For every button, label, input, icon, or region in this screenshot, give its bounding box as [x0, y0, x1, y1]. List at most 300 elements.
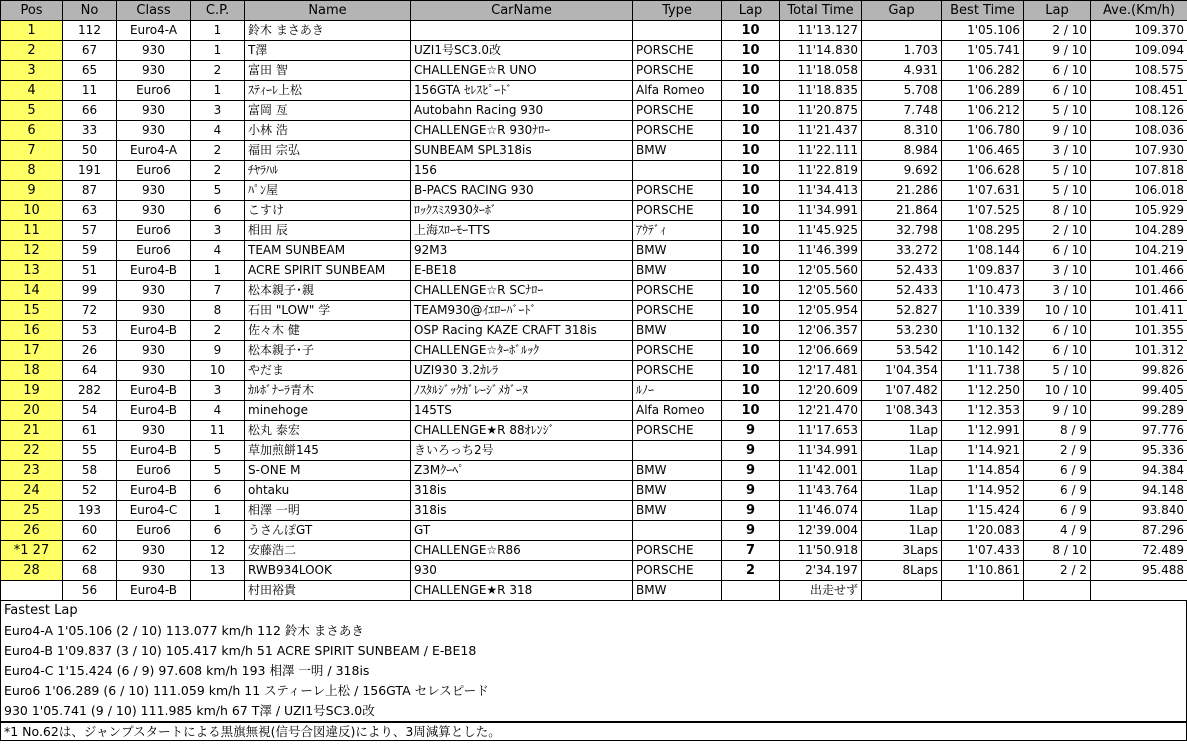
cell-no: 66 — [63, 101, 117, 121]
cell-class: Euro4-B — [117, 581, 191, 601]
cell-cp: 6 — [191, 201, 245, 221]
cell-type: PORSCHE — [633, 181, 722, 201]
cell-type: ﾙﾉｰ — [633, 381, 722, 401]
cell-name: ﾁﾔﾗﾊﾙ — [245, 161, 411, 181]
cell-total-time: 12'17.481 — [780, 361, 862, 381]
cell-total-time: 11'18.058 — [780, 61, 862, 81]
cell-carname: CHALLENGE☆ﾀｰﾎﾞﾙｯｸ — [411, 341, 633, 361]
cell-gap: 1Lap — [862, 441, 942, 461]
cell-carname: CHALLENGE☆R SCﾅﾛｰ — [411, 281, 633, 301]
fastest-lap-title: Fastest Lap — [4, 603, 78, 618]
cell-best-time: 1'10.132 — [942, 321, 1024, 341]
cell-best-lap: 6 / 10 — [1024, 341, 1091, 361]
cell-gap: 53.542 — [862, 341, 942, 361]
cell-no: 191 — [63, 161, 117, 181]
cell-average — [1091, 581, 1187, 601]
cell-class: Euro4-A — [117, 141, 191, 161]
cell-name: ﾊﾟﾝ屋 — [245, 181, 411, 201]
header-row — [1, 1, 1187, 21]
cell-lap: 10 — [722, 181, 780, 201]
cell-lap: 10 — [722, 221, 780, 241]
cell-best-time: 1'06.628 — [942, 161, 1024, 181]
cell-pos: 23 — [1, 461, 63, 481]
cell-total-time: 11'34.413 — [780, 181, 862, 201]
cell-best-time: 1'06.780 — [942, 121, 1024, 141]
cell-class: Euro6 — [117, 521, 191, 541]
cell-best-lap: 5 / 10 — [1024, 161, 1091, 181]
cell-carname: CHALLENGE☆R 930ﾅﾛｰ — [411, 121, 633, 141]
cell-best-time: 1'07.433 — [942, 541, 1024, 561]
cell-cp: 2 — [191, 141, 245, 161]
cell-best-time: 1'12.250 — [942, 381, 1024, 401]
cell-average: 94.384 — [1091, 461, 1187, 481]
table-row — [1, 541, 1187, 561]
cell-best-lap: 6 / 10 — [1024, 241, 1091, 261]
table-row — [1, 361, 1187, 381]
cell-carname: 156 — [411, 161, 633, 181]
table-row — [1, 561, 1187, 581]
cell-best-time: 1'10.473 — [942, 281, 1024, 301]
cell-best-lap: 5 / 10 — [1024, 181, 1091, 201]
cell-carname: TEAM930@ｲｴﾛｰﾊﾞｰﾄﾞ — [411, 301, 633, 321]
cell-cp: 12 — [191, 541, 245, 561]
cell-name: 小林 浩 — [245, 121, 411, 141]
cell-type: BMW — [633, 321, 722, 341]
header-no: No — [63, 1, 117, 21]
cell-name: 安藤浩二 — [245, 541, 411, 561]
table-row — [1, 61, 1187, 81]
cell-carname: 145TS — [411, 401, 633, 421]
cell-pos: 13 — [1, 261, 63, 281]
cell-best-lap: 10 / 10 — [1024, 301, 1091, 321]
cell-gap: 7.748 — [862, 101, 942, 121]
cell-pos: 1 — [1, 21, 63, 41]
cell-carname: CHALLENGE☆R86 — [411, 541, 633, 561]
cell-cp: 13 — [191, 561, 245, 581]
cell-best-lap: 2 / 10 — [1024, 221, 1091, 241]
cell-type: BMW — [633, 581, 722, 601]
cell-pos: 2 — [1, 41, 63, 61]
cell-class: Euro4-B — [117, 401, 191, 421]
cell-gap: 1'04.354 — [862, 361, 942, 381]
cell-class: Euro6 — [117, 161, 191, 181]
cell-pos: 10 — [1, 201, 63, 221]
cell-gap: 5.708 — [862, 81, 942, 101]
cell-carname: Z3Mｸｰﾍﾟ — [411, 461, 633, 481]
cell-average: 99.289 — [1091, 401, 1187, 421]
cell-name: 福田 宗弘 — [245, 141, 411, 161]
cell-class: 930 — [117, 61, 191, 81]
cell-best-time: 1'14.921 — [942, 441, 1024, 461]
cell-average: 106.018 — [1091, 181, 1187, 201]
header-class: Class — [117, 1, 191, 21]
cell-name: T澤 — [245, 41, 411, 61]
cell-total-time: 12'05.560 — [780, 281, 862, 301]
fastest-lap-section — [0, 601, 1187, 722]
cell-total-time: 出走せず — [780, 581, 862, 601]
cell-average: 72.489 — [1091, 541, 1187, 561]
cell-name: 松本親子･子 — [245, 341, 411, 361]
cell-best-time: 1'06.212 — [942, 101, 1024, 121]
table-row — [1, 461, 1187, 481]
cell-carname: SUNBEAM SPL318is — [411, 141, 633, 161]
cell-best-time: 1'05.106 — [942, 21, 1024, 41]
cell-lap: 10 — [722, 241, 780, 261]
cell-total-time: 12'05.954 — [780, 301, 862, 321]
cell-class: 930 — [117, 541, 191, 561]
cell-class: 930 — [117, 41, 191, 61]
cell-pos: 14 — [1, 281, 63, 301]
cell-lap: 10 — [722, 281, 780, 301]
cell-cp: 1 — [191, 261, 245, 281]
cell-average: 105.929 — [1091, 201, 1187, 221]
cell-type: PORSCHE — [633, 541, 722, 561]
cell-lap: 9 — [722, 501, 780, 521]
cell-average: 109.370 — [1091, 21, 1187, 41]
cell-gap: 52.433 — [862, 281, 942, 301]
cell-type: PORSCHE — [633, 101, 722, 121]
cell-carname: CHALLENGE★R 318 — [411, 581, 633, 601]
header-cp: C.P. — [191, 1, 245, 21]
cell-best-time: 1'12.991 — [942, 421, 1024, 441]
cell-total-time: 11'18.835 — [780, 81, 862, 101]
cell-cp: 2 — [191, 161, 245, 181]
cell-name: 富田 智 — [245, 61, 411, 81]
cell-no: 53 — [63, 321, 117, 341]
cell-cp: 1 — [191, 21, 245, 41]
cell-name: ohtaku — [245, 481, 411, 501]
cell-no: 87 — [63, 181, 117, 201]
cell-best-time: 1'06.465 — [942, 141, 1024, 161]
header-pos: Pos — [1, 1, 63, 21]
cell-carname: 上海ｽﾛｰﾓｰTTS — [411, 221, 633, 241]
cell-type: BMW — [633, 481, 722, 501]
cell-cp: 8 — [191, 301, 245, 321]
cell-average: 99.405 — [1091, 381, 1187, 401]
cell-average: 101.466 — [1091, 281, 1187, 301]
cell-total-time: 12'06.357 — [780, 321, 862, 341]
header-best-lap: Lap — [1024, 1, 1091, 21]
cell-average: 93.840 — [1091, 501, 1187, 521]
cell-average: 108.036 — [1091, 121, 1187, 141]
cell-type: BMW — [633, 461, 722, 481]
fastest-lap-line: Euro4-A 1'05.106 (2 / 10) 113.077 km/h 112 鈴木 まさあき — [4, 623, 364, 638]
cell-pos: 20 — [1, 401, 63, 421]
cell-no: 52 — [63, 481, 117, 501]
cell-carname: UZI930 3.2ｶﾚﾗ — [411, 361, 633, 381]
cell-best-time: 1'14.854 — [942, 461, 1024, 481]
cell-lap: 9 — [722, 481, 780, 501]
cell-total-time: 11'42.001 — [780, 461, 862, 481]
cell-no: 57 — [63, 221, 117, 241]
cell-lap — [722, 581, 780, 601]
header-gap: Gap — [862, 1, 942, 21]
cell-lap: 10 — [722, 261, 780, 281]
cell-class: 930 — [117, 421, 191, 441]
cell-no: 59 — [63, 241, 117, 261]
cell-average: 101.466 — [1091, 261, 1187, 281]
cell-average: 95.488 — [1091, 561, 1187, 581]
table-row — [1, 81, 1187, 101]
cell-best-lap: 9 / 10 — [1024, 121, 1091, 141]
cell-best-lap: 6 / 10 — [1024, 321, 1091, 341]
cell-gap — [862, 581, 942, 601]
fastest-lap-line: Euro4-B 1'09.837 (3 / 10) 105.417 km/h 51 ACRE SPIRIT SUNBEAM / E-BE18 — [4, 643, 477, 658]
cell-best-lap: 3 / 10 — [1024, 261, 1091, 281]
cell-class: Euro4-B — [117, 441, 191, 461]
cell-name: 富岡 亙 — [245, 101, 411, 121]
cell-gap: 9.692 — [862, 161, 942, 181]
cell-best-time: 1'08.144 — [942, 241, 1024, 261]
cell-best-lap: 2 / 9 — [1024, 441, 1091, 461]
cell-lap: 10 — [722, 61, 780, 81]
cell-best-time — [942, 581, 1024, 601]
cell-carname: ﾉｽﾀﾙｼﾞｯｸｶﾞﾚｰｼﾞﾒｶﾞｰﾇ — [411, 381, 633, 401]
cell-name: 相澤 一明 — [245, 501, 411, 521]
cell-type: PORSCHE — [633, 301, 722, 321]
cell-best-lap: 6 / 9 — [1024, 461, 1091, 481]
cell-name: 松本親子･親 — [245, 281, 411, 301]
cell-pos: 4 — [1, 81, 63, 101]
cell-best-time: 1'10.861 — [942, 561, 1024, 581]
cell-gap: 4.931 — [862, 61, 942, 81]
table-row — [1, 101, 1187, 121]
cell-gap: 21.864 — [862, 201, 942, 221]
table-row — [1, 241, 1187, 261]
cell-best-lap: 9 / 10 — [1024, 401, 1091, 421]
cell-cp: 4 — [191, 241, 245, 261]
cell-lap: 10 — [722, 361, 780, 381]
cell-no: 26 — [63, 341, 117, 361]
cell-best-lap: 6 / 9 — [1024, 481, 1091, 501]
cell-no: 61 — [63, 421, 117, 441]
cell-class: Euro6 — [117, 81, 191, 101]
cell-total-time: 11'22.111 — [780, 141, 862, 161]
cell-cp: 10 — [191, 361, 245, 381]
cell-pos: 12 — [1, 241, 63, 261]
cell-cp: 7 — [191, 281, 245, 301]
cell-no: 282 — [63, 381, 117, 401]
cell-gap: 3Laps — [862, 541, 942, 561]
cell-class: 930 — [117, 201, 191, 221]
cell-average: 97.776 — [1091, 421, 1187, 441]
cell-type: BMW — [633, 241, 722, 261]
cell-gap: 1'07.482 — [862, 381, 942, 401]
cell-cp: 6 — [191, 481, 245, 501]
cell-best-time: 1'20.083 — [942, 521, 1024, 541]
cell-gap: 52.827 — [862, 301, 942, 321]
cell-total-time: 12'05.560 — [780, 261, 862, 281]
cell-best-time: 1'10.339 — [942, 301, 1024, 321]
cell-no: 54 — [63, 401, 117, 421]
cell-name: ｽﾃｨｰﾚ上松 — [245, 81, 411, 101]
cell-pos: 5 — [1, 101, 63, 121]
cell-pos: 19 — [1, 381, 63, 401]
cell-best-time: 1'06.282 — [942, 61, 1024, 81]
table-row — [1, 401, 1187, 421]
cell-name: minehoge — [245, 401, 411, 421]
cell-lap: 2 — [722, 561, 780, 581]
cell-carname: きいろっち2号 — [411, 441, 633, 461]
cell-type: PORSCHE — [633, 121, 722, 141]
cell-gap: 8.310 — [862, 121, 942, 141]
cell-average: 108.575 — [1091, 61, 1187, 81]
cell-name: 村田裕貴 — [245, 581, 411, 601]
cell-pos: 8 — [1, 161, 63, 181]
header-average: Ave.(Km/h) — [1091, 1, 1187, 21]
cell-gap: 32.798 — [862, 221, 942, 241]
cell-type: BMW — [633, 261, 722, 281]
table-row — [1, 281, 1187, 301]
cell-lap: 9 — [722, 441, 780, 461]
cell-carname: E-BE18 — [411, 261, 633, 281]
cell-type — [633, 21, 722, 41]
cell-lap: 10 — [722, 161, 780, 181]
cell-no: 63 — [63, 201, 117, 221]
cell-class: Euro6 — [117, 461, 191, 481]
cell-no: 99 — [63, 281, 117, 301]
cell-type: PORSCHE — [633, 421, 722, 441]
table-row — [1, 121, 1187, 141]
cell-cp: 5 — [191, 461, 245, 481]
cell-carname: 930 — [411, 561, 633, 581]
table-row — [1, 41, 1187, 61]
cell-best-lap: 8 / 9 — [1024, 421, 1091, 441]
table-row — [1, 201, 1187, 221]
cell-gap: 52.433 — [862, 261, 942, 281]
penalty-note: *1 No.62は、ジャンプスタートによる黒旗無視(信号合図違反)により、3周減算とした。 — [0, 722, 1187, 741]
cell-average: 101.411 — [1091, 301, 1187, 321]
cell-name: 佐々木 健 — [245, 321, 411, 341]
cell-cp — [191, 581, 245, 601]
cell-best-lap: 2 / 2 — [1024, 561, 1091, 581]
cell-pos: 11 — [1, 221, 63, 241]
cell-best-time: 1'14.952 — [942, 481, 1024, 501]
cell-pos: 28 — [1, 561, 63, 581]
header-lap: Lap — [722, 1, 780, 21]
cell-best-lap: 10 / 10 — [1024, 381, 1091, 401]
cell-best-time: 1'11.738 — [942, 361, 1024, 381]
cell-total-time: 11'50.918 — [780, 541, 862, 561]
cell-class: Euro6 — [117, 241, 191, 261]
cell-pos: 24 — [1, 481, 63, 501]
cell-best-time: 1'09.837 — [942, 261, 1024, 281]
fastest-lap-line: 930 1'05.741 (9 / 10) 111.985 km/h 67 T澤 / UZI1号SC3.0改 — [4, 703, 375, 718]
cell-name: TEAM SUNBEAM — [245, 241, 411, 261]
table-row — [1, 21, 1187, 41]
cell-cp: 4 — [191, 121, 245, 141]
cell-type: PORSCHE — [633, 341, 722, 361]
cell-total-time: 11'45.925 — [780, 221, 862, 241]
cell-total-time: 11'13.127 — [780, 21, 862, 41]
cell-no: 33 — [63, 121, 117, 141]
cell-type: PORSCHE — [633, 281, 722, 301]
cell-class: Euro4-A — [117, 21, 191, 41]
cell-average: 104.219 — [1091, 241, 1187, 261]
table-row — [1, 381, 1187, 401]
cell-average: 101.312 — [1091, 341, 1187, 361]
cell-type: PORSCHE — [633, 361, 722, 381]
cell-carname: UZI1号SC3.0改 — [411, 41, 633, 61]
cell-class: 930 — [117, 561, 191, 581]
cell-class: Euro4-B — [117, 481, 191, 501]
cell-cp: 5 — [191, 441, 245, 461]
cell-class: 930 — [117, 121, 191, 141]
cell-pos: 26 — [1, 521, 63, 541]
cell-no: 58 — [63, 461, 117, 481]
cell-type — [633, 441, 722, 461]
cell-lap: 7 — [722, 541, 780, 561]
cell-lap: 10 — [722, 401, 780, 421]
cell-name: うさんぽGT — [245, 521, 411, 541]
cell-carname: 156GTA ｾﾚｽﾋﾟｰﾄﾞ — [411, 81, 633, 101]
cell-total-time: 11'14.830 — [780, 41, 862, 61]
cell-name: やだま — [245, 361, 411, 381]
cell-class: 930 — [117, 361, 191, 381]
cell-name: RWB934LOOK — [245, 561, 411, 581]
table-row — [1, 341, 1187, 361]
cell-name: ｶﾙﾎﾞﾅｰﾗ青木 — [245, 381, 411, 401]
cell-no: 51 — [63, 261, 117, 281]
cell-best-lap: 6 / 10 — [1024, 81, 1091, 101]
table-row — [1, 221, 1187, 241]
cell-no: 55 — [63, 441, 117, 461]
cell-gap: 1Lap — [862, 421, 942, 441]
cell-total-time: 11'34.991 — [780, 201, 862, 221]
cell-no: 68 — [63, 561, 117, 581]
cell-no: 65 — [63, 61, 117, 81]
cell-best-lap: 5 / 10 — [1024, 101, 1091, 121]
cell-carname: B-PACS RACING 930 — [411, 181, 633, 201]
cell-name: 相田 辰 — [245, 221, 411, 241]
cell-type: Alfa Romeo — [633, 81, 722, 101]
cell-gap: 8.984 — [862, 141, 942, 161]
cell-cp: 1 — [191, 41, 245, 61]
cell-no: 50 — [63, 141, 117, 161]
cell-name: ACRE SPIRIT SUNBEAM — [245, 261, 411, 281]
cell-best-time: 1'06.289 — [942, 81, 1024, 101]
cell-class: Euro4-B — [117, 381, 191, 401]
cell-average: 95.336 — [1091, 441, 1187, 461]
cell-average: 99.826 — [1091, 361, 1187, 381]
cell-name: 石田 "LOW" 学 — [245, 301, 411, 321]
cell-total-time: 12'06.669 — [780, 341, 862, 361]
cell-best-time: 1'12.353 — [942, 401, 1024, 421]
cell-pos: 21 — [1, 421, 63, 441]
cell-lap: 9 — [722, 461, 780, 481]
cell-best-time: 1'15.424 — [942, 501, 1024, 521]
cell-best-time: 1'08.295 — [942, 221, 1024, 241]
cell-lap: 10 — [722, 41, 780, 61]
cell-class: Euro4-B — [117, 321, 191, 341]
cell-class: Euro4-C — [117, 501, 191, 521]
cell-cp: 6 — [191, 521, 245, 541]
cell-no: 112 — [63, 21, 117, 41]
cell-total-time: 11'22.819 — [780, 161, 862, 181]
cell-best-lap — [1024, 581, 1091, 601]
cell-total-time: 11'20.875 — [780, 101, 862, 121]
cell-no: 60 — [63, 521, 117, 541]
cell-class: 930 — [117, 281, 191, 301]
cell-lap: 10 — [722, 121, 780, 141]
cell-name: 草加煎餅145 — [245, 441, 411, 461]
cell-gap: 1Lap — [862, 521, 942, 541]
cell-total-time: 11'17.653 — [780, 421, 862, 441]
cell-gap: 1.703 — [862, 41, 942, 61]
cell-lap: 10 — [722, 201, 780, 221]
table-row — [1, 481, 1187, 501]
cell-average: 87.296 — [1091, 521, 1187, 541]
